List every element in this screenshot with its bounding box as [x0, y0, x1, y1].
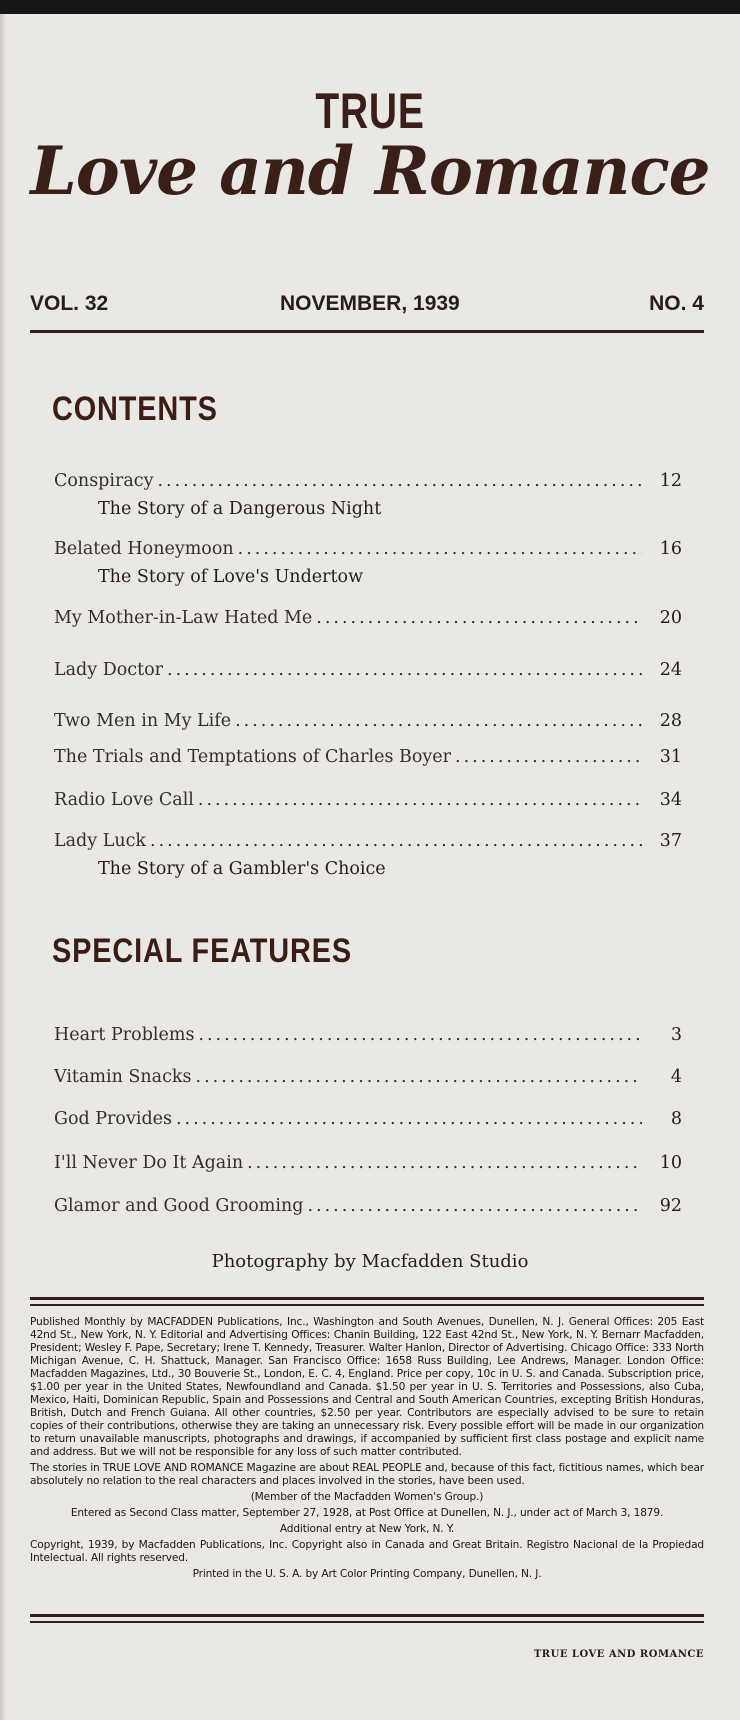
- entry-title: Two Men in My Life: [54, 711, 235, 731]
- entry-title: Vitamin Snacks: [54, 1067, 196, 1087]
- feature-entry[interactable]: [54, 1067, 682, 1095]
- printed-line: Printed in the U. S. A. by Art Color Printing Company, Dunellen, N. J.: [192, 1568, 542, 1580]
- additional-entry-line: Additional entry at New York, N. Y.: [279, 1523, 455, 1535]
- contents-entry[interactable]: [54, 790, 682, 818]
- entry-title: My Mother-in-Law Hated Me: [54, 608, 316, 628]
- masthead: [0, 14, 740, 264]
- entry-title: I'll Never Do It Again: [54, 1153, 247, 1173]
- contents-entry[interactable]: [54, 539, 682, 567]
- entry-title: Radio Love Call: [54, 790, 198, 810]
- feature-entry[interactable]: [54, 1196, 682, 1224]
- footer-running-title: TRUE LOVE AND ROMANCE: [533, 1649, 704, 1660]
- copyright-paragraph: Copyright, 1939, by Macfadden Publications, Inc. Copyright also in Canada and Great Britain. Registro Nacional de la Propiedad Intelectual. All rights reserved.: [30, 1539, 704, 1564]
- imprint-bottom-rule: [30, 1614, 704, 1617]
- entry-page-number: 37: [659, 831, 682, 851]
- entry-title: God Provides: [54, 1109, 176, 1129]
- publisher-imprint: [30, 1316, 704, 1584]
- issue-number: NO. 4: [649, 292, 704, 315]
- entry-page-number: 24: [659, 660, 682, 680]
- contents-entry[interactable]: [54, 660, 682, 688]
- feature-entry[interactable]: [54, 1025, 682, 1053]
- entry-title: Lady Doctor: [54, 660, 167, 680]
- contents-entry[interactable]: [54, 711, 682, 739]
- entry-subtitle: The Story of a Gambler's Choice: [98, 859, 386, 879]
- entry-title: Belated Honeymoon: [54, 539, 238, 559]
- stories-paragraph: The stories in TRUE LOVE AND ROMANCE Magazine are about REAL PEOPLE and, because of this fact, fictitious names, which bear absolutely no relation to the real characters and places involved in the stories, have been used.: [30, 1462, 704, 1487]
- masthead-script-title: Love and Romance: [30, 132, 710, 210]
- entry-page-number: 3: [670, 1025, 682, 1045]
- entry-title: Conspiracy: [54, 471, 157, 491]
- contents-entry[interactable]: [54, 471, 682, 499]
- entry-title: The Trials and Temptations of Charles Boyer: [54, 747, 455, 767]
- entry-page-number: 28: [659, 711, 682, 731]
- entry-page-number: 34: [659, 790, 682, 810]
- special-features-heading: SPECIAL FEATURES: [52, 932, 352, 970]
- entry-page-number: 16: [659, 539, 682, 559]
- entered-line: Entered as Second Class matter, September 27, 1928, at Post Office at Dunellen, N. J., under act of March 3, 1879.: [70, 1507, 664, 1519]
- entry-page-number: 31: [659, 747, 682, 767]
- contents-entry[interactable]: [54, 831, 682, 859]
- entry-subtitle: The Story of Love's Undertow: [98, 567, 364, 587]
- entry-title: Glamor and Good Grooming: [54, 1196, 307, 1216]
- entry-page-number: 12: [659, 471, 682, 491]
- contents-heading: CONTENTS: [52, 390, 218, 428]
- member-line: (Member of the Macfadden Women's Group.): [250, 1491, 484, 1503]
- entry-page-number: 10: [659, 1153, 682, 1173]
- entry-title: Heart Problems: [54, 1025, 198, 1045]
- entry-page-number: 4: [670, 1067, 682, 1087]
- entry-title: Lady Luck: [54, 831, 150, 851]
- masthead-rule: [30, 330, 704, 333]
- imprint-top-rule-thin: [30, 1304, 704, 1306]
- photo-credit: Photography by Macfadden Studio: [211, 1251, 529, 1272]
- contents-entry[interactable]: [54, 747, 682, 775]
- feature-entry[interactable]: [54, 1153, 682, 1181]
- entry-page-number: 8: [670, 1109, 682, 1129]
- entry-subtitle: The Story of a Dangerous Night: [98, 499, 382, 519]
- feature-entry[interactable]: [54, 1109, 682, 1137]
- volume-label: VOL. 32: [30, 292, 109, 315]
- publisher-paragraph: Published Monthly by MACFADDEN Publications, Inc., Washington and South Avenues, Dunellen, N. J. General Offices: 205 East 42nd St., New York, N. Y. Editorial and Advertising Offices: Chanin Building, 122 East 42nd St., New York, N. Y. Bernarr Macfadden, President; Wesley F. Pape, Secretary; Irene T. Kennedy, Treasurer. Walter Hanlon, Director of Advertising. Chicago Office: 333 North Michigan Avenue, C. H. Shattuck, Manager. San Francisco Office: 1658 Russ Building, Lee Andrews, Manager. London Office: Macfadden Magazines, Ltd., 30 Bouverie St., London, E. C. 4, England. Price per copy, 10c in U. S. and Canada. Subscription price, $1.00 per year in the United States, Newfoundland and Canada. $1.50 per year in U. S. Territories and Possessions, also Cuba, Mexico, Haiti, Dominican Republic, Spain and Possessions and Central and South American Countries, excepting British Honduras, British, Dutch and French Guiana. All other countries, $2.50 per year. Contributors are especially advised to be sure to retain copies of their contributions, otherwise they are taking an unnecessary risk. Every possible effort will be made in our organization to return unavailable manuscripts, photographs and drawings, if accompanied by sufficient first class postage and explicit name and address. But we will not be responsible for any loss of such matter contributed.: [30, 1316, 704, 1458]
- imprint-bottom-rule-thin: [30, 1621, 704, 1623]
- contents-entry[interactable]: [54, 608, 682, 636]
- entry-page-number: 20: [659, 608, 682, 628]
- entry-page-number: 92: [659, 1196, 682, 1216]
- issue-date: NOVEMBER, 1939: [280, 292, 460, 315]
- magazine-page: [0, 14, 740, 1720]
- imprint-top-rule: [30, 1297, 704, 1300]
- issue-info-row: [30, 292, 704, 322]
- masthead-true-word: TRUE: [315, 83, 425, 139]
